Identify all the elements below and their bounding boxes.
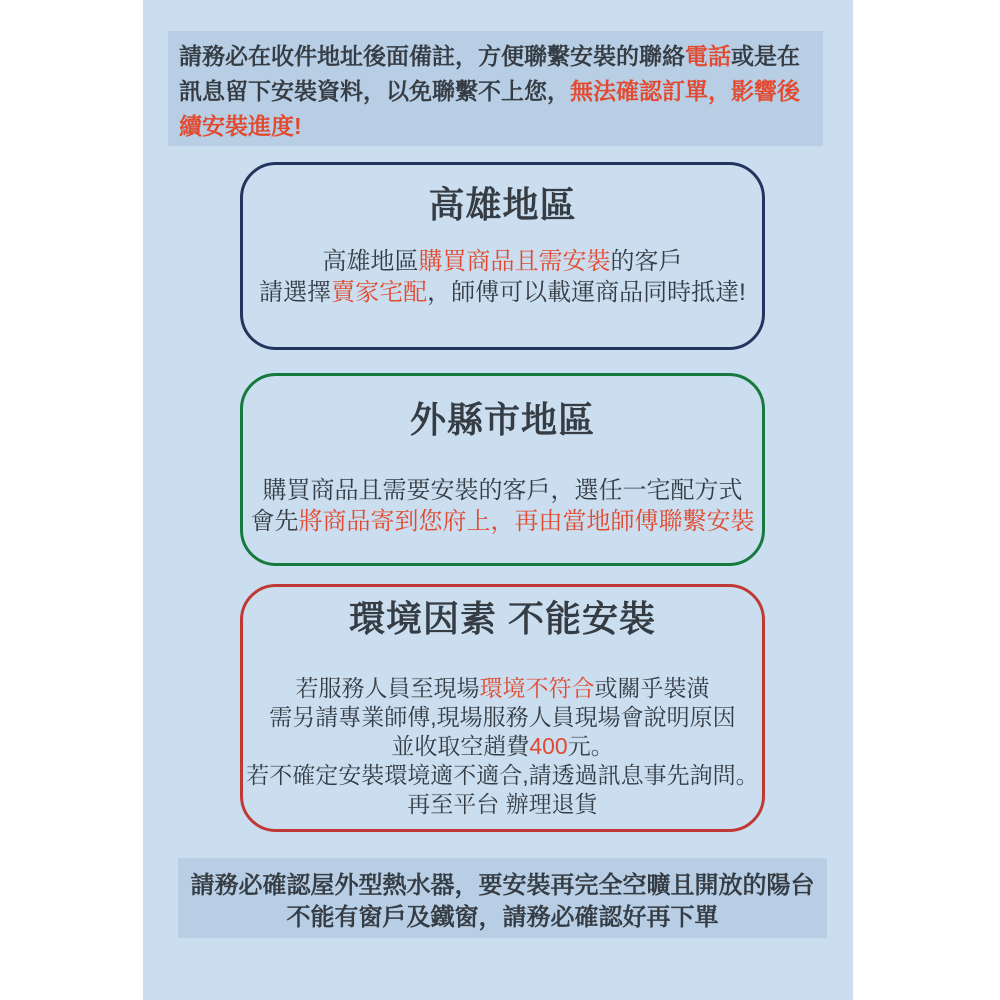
body-line	[243, 761, 762, 790]
text-segment: 請務必在收件地址後面備註，方便聯繫安裝的聯絡	[179, 43, 685, 69]
text-segment: 元。	[567, 733, 614, 759]
text-segment-red: 將商品寄到您府上，再由當地師傅聯繫安裝	[298, 508, 755, 535]
notice-line	[179, 109, 812, 144]
kaohsiung-box-body	[243, 246, 762, 308]
text-segment: ，師傅可以載運商品同時抵達!	[427, 279, 746, 306]
body-line	[243, 246, 762, 277]
text-segment: 訊息留下安裝資料，以免聯繫不上您，	[179, 78, 570, 104]
text-segment: 再至平台 辦理退貨	[407, 791, 598, 817]
body-line	[243, 674, 762, 703]
notice-line	[179, 39, 812, 74]
text-segment: 購買商品且需要安裝的客戶，選任一宅配方式	[262, 477, 743, 504]
body-line	[243, 703, 762, 732]
body-line	[243, 790, 762, 819]
body-line	[243, 475, 762, 506]
text-segment: 高雄地區	[322, 248, 419, 275]
text-segment-red: 電話	[685, 43, 731, 69]
notice-line: 不能有窗戶及鐵窗，請務必確認好再下單	[286, 904, 719, 931]
text-segment: 請選擇	[259, 279, 332, 306]
text-segment: 的客戶	[610, 248, 683, 275]
contact-notice-panel	[168, 31, 823, 146]
body-line	[243, 506, 762, 537]
notice-line	[179, 74, 812, 109]
page-column	[143, 0, 853, 1000]
body-line	[243, 732, 762, 761]
text-segment: 或是在	[731, 43, 800, 69]
outdoor-heater-notice-panel	[178, 858, 827, 938]
kaohsiung-box-title: 高雄地區	[428, 184, 577, 225]
text-segment-red: 購買商品且需安裝	[418, 248, 611, 275]
text-segment: 會先	[250, 508, 299, 535]
text-segment: 或關乎裝潢	[594, 675, 710, 701]
notice-line: 請務必確認屋外型熱水器，要安裝再完全空曠且開放的陽台	[190, 872, 815, 899]
text-segment-red: 續安裝進度!	[179, 113, 302, 139]
environment-factor-box	[240, 584, 765, 832]
outer-county-box-body	[243, 475, 762, 537]
text-segment-red: 400	[529, 733, 568, 759]
text-segment: 需另請專業師傅,現場服務人員現場會說明原因	[269, 704, 736, 730]
body-line	[243, 277, 762, 308]
text-segment: 若不確定安裝環境適不適合,請透過訊息事先詢問。	[246, 762, 759, 788]
kaohsiung-area-box	[240, 162, 765, 350]
text-segment: 若服務人員至現場	[295, 675, 480, 701]
text-segment: 並收取空趙費	[391, 733, 530, 759]
outer-county-box-title: 外縣市地區	[409, 399, 595, 440]
text-segment-red: 無法確認訂單，影響後	[570, 78, 800, 104]
outer-county-area-box	[240, 373, 765, 566]
environment-box-body	[243, 674, 762, 819]
environment-box-title: 環境因素 不能安裝	[348, 598, 656, 639]
text-segment-red: 環境不符合	[479, 675, 595, 701]
text-segment-red: 賣家宅配	[331, 279, 428, 306]
